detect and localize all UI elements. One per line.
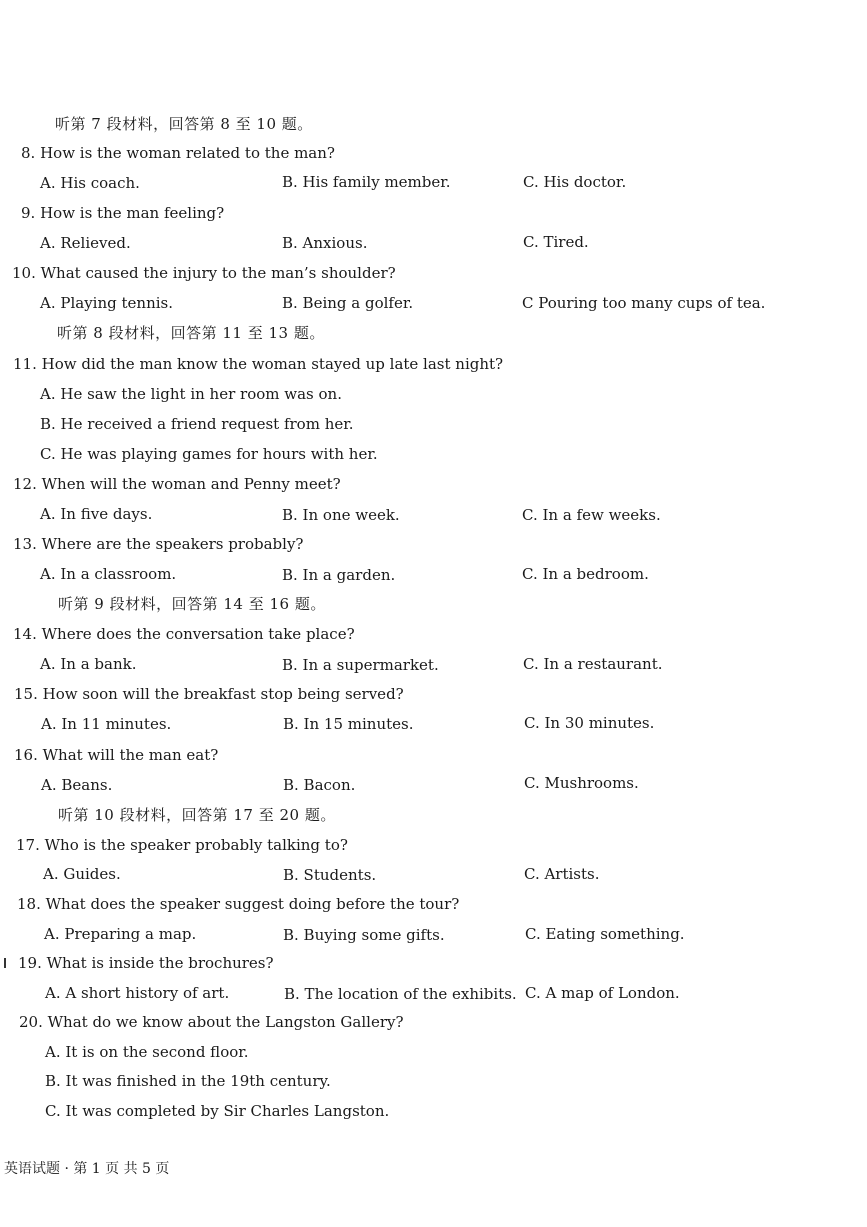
option-19c: C. A map of London. xyxy=(525,984,680,1002)
question-9: 9. How is the man feeling? xyxy=(21,204,225,222)
question-17: 17. Who is the speaker probably talking to? xyxy=(16,836,348,854)
option-8a: A. His coach. xyxy=(40,174,140,192)
option-13b: B. In a garden. xyxy=(282,566,396,584)
margin-mark xyxy=(4,958,6,968)
option-13a: A. In a classroom. xyxy=(40,565,177,583)
section-heading: 听第 7 段材料，回答第 8 至 10 题。 xyxy=(55,115,313,133)
option-20a: A. It is on the second floor. xyxy=(45,1043,249,1061)
option-9a: A. Relieved. xyxy=(40,234,131,252)
option-18c: C. Eating something. xyxy=(525,925,685,943)
question-20: 20. What do we know about the Langston Gallery? xyxy=(19,1013,404,1031)
question-14: 14. Where does the conversation take place? xyxy=(13,625,355,643)
option-18a: A. Preparing a map. xyxy=(44,925,197,943)
option-14b: B. In a supermarket. xyxy=(282,656,439,674)
option-17b: B. Students. xyxy=(283,866,377,884)
option-19a: A. A short history of art. xyxy=(45,984,230,1002)
option-11c: C. He was playing games for hours with her. xyxy=(40,445,378,463)
question-13: 13. Where are the speakers probably? xyxy=(13,535,304,553)
section-heading: 听第 10 段材料，回答第 17 至 20 题。 xyxy=(58,806,336,824)
option-11b: B. He received a friend request from her. xyxy=(40,415,354,433)
question-19: 19. What is inside the brochures? xyxy=(18,954,274,972)
option-9b: B. Anxious. xyxy=(282,234,368,252)
option-20c: C. It was completed by Sir Charles Langston. xyxy=(45,1102,390,1120)
option-14c: C. In a restaurant. xyxy=(523,655,663,673)
question-18: 18. What does the speaker suggest doing before the tour? xyxy=(17,895,460,913)
option-10c: C Pouring too many cups of tea. xyxy=(522,294,766,312)
option-12b: B. In one week. xyxy=(282,506,400,524)
question-16: 16. What will the man eat? xyxy=(14,746,219,764)
option-8b: B. His family member. xyxy=(282,173,451,191)
option-12c: C. In a few weeks. xyxy=(522,506,661,524)
option-8c: C. His doctor. xyxy=(523,173,627,191)
option-16c: C. Mushrooms. xyxy=(524,774,639,792)
option-15c: C. In 30 minutes. xyxy=(524,714,655,732)
option-9c: C. Tired. xyxy=(523,233,589,251)
question-12: 12. When will the woman and Penny meet? xyxy=(13,475,341,493)
option-15a: A. In 11 minutes. xyxy=(41,715,172,733)
option-10b: B. Being a golfer. xyxy=(282,294,414,312)
question-10: 10. What caused the injury to the man’s shoulder? xyxy=(12,264,396,282)
option-18b: B. Buying some gifts. xyxy=(283,926,445,944)
option-11a: A. He saw the light in her room was on. xyxy=(40,385,342,403)
option-19b: B. The location of the exhibits. xyxy=(284,985,517,1003)
question-8: 8. How is the woman related to the man? xyxy=(21,144,335,162)
section-heading: 听第 8 段材料，回答第 11 至 13 题。 xyxy=(57,324,325,342)
page-footer: 英语试题 · 第 1 页 共 5 页 xyxy=(4,1161,170,1177)
option-10a: A. Playing tennis. xyxy=(40,294,173,312)
section-heading: 听第 9 段材料，回答第 14 至 16 题。 xyxy=(58,595,326,613)
question-11: 11. How did the man know the woman stayed up late last night? xyxy=(13,355,504,373)
option-16b: B. Bacon. xyxy=(283,776,356,794)
option-15b: B. In 15 minutes. xyxy=(283,715,414,733)
question-15: 15. How soon will the breakfast stop being served? xyxy=(14,685,404,703)
option-20b: B. It was finished in the 19th century. xyxy=(45,1072,331,1090)
option-16a: A. Beans. xyxy=(41,776,113,794)
option-17c: C. Artists. xyxy=(524,865,600,883)
option-17a: A. Guides. xyxy=(43,865,121,883)
option-14a: A. In a bank. xyxy=(40,655,137,673)
option-13c: C. In a bedroom. xyxy=(522,565,649,583)
option-12a: A. In five days. xyxy=(40,505,153,523)
